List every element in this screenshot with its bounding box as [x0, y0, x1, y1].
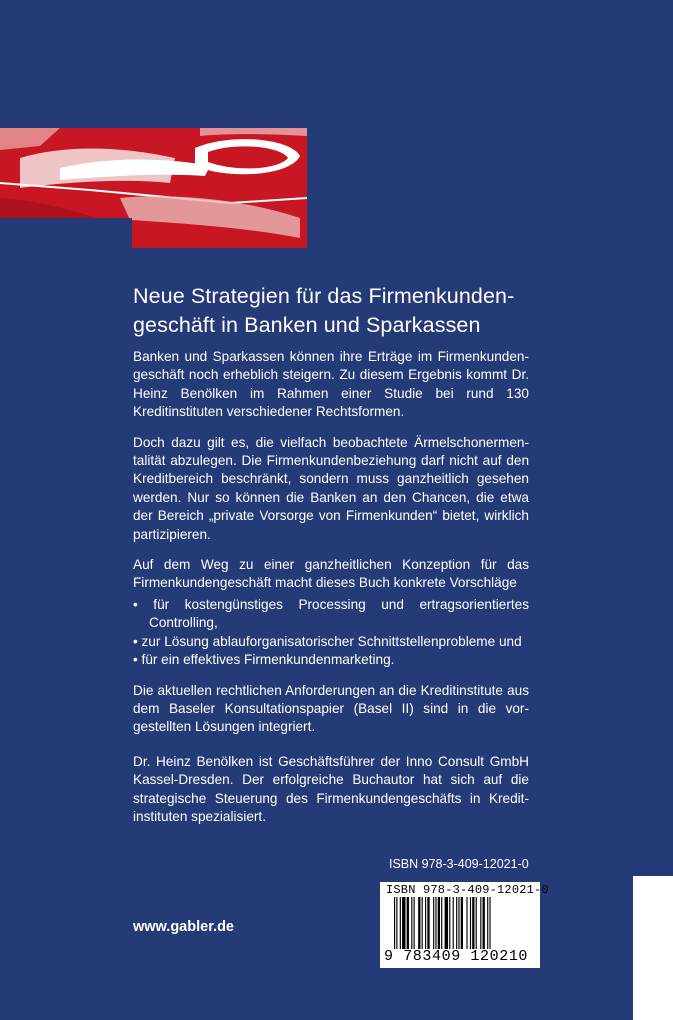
author-bio: Dr. Heinz Benölken ist Geschäftsführer der Inno Consult GmbH Kassel-Dresden. Der erfolgreiche Buchautor hat sich auf die strategische Steuerung des Firmenkundengeschäfts in Kredit-instituten spezialisiert.: [133, 753, 529, 824]
blurb-paragraph-1: Banken und Sparkassen können ihre Erträge im Firmenkunden-geschäft noch erheblich steigern. Zu diesem Ergebnis kommt Dr. Heinz Benölken im Rahmen einer Studie bei rund 130 Kreditinstituten verschiedener Rechtsformen.: [133, 349, 529, 420]
blurb-paragraph-3: Auf dem Weg zu einer ganzheitlichen Konzeption für das Firmenkundengeschäft macht dieses Buch konkrete Vorschläge: [133, 557, 529, 591]
bullet-item: • zur Lösung ablauforganisatorischer Schnittstellenprobleme und: [133, 633, 522, 649]
publisher-url[interactable]: www.gabler.de: [133, 919, 234, 935]
blurb-bullet-list: [133, 596, 529, 670]
barcode-isbn-label: ISBN 978-3-409-12021-0: [386, 883, 549, 897]
blurb-paragraph-4: Die aktuellen rechtlichen Anforderungen an die Kreditinstitute aus dem Baseler Konsultationspapier (Basel II) sind in die vor-gestellten Lösungen integriert.: [133, 682, 529, 735]
barcode-bars: [386, 897, 534, 949]
white-edge-block: [633, 876, 673, 1020]
headline-line-2: geschäft in Banken und Sparkassen: [133, 313, 481, 337]
book-headline: [133, 282, 553, 340]
isbn-label: ISBN 978-3-409-12021-0: [389, 857, 529, 871]
bullet-item: • für ein effektives Firmenkundenmarketing.: [133, 652, 395, 668]
blurb: [133, 348, 529, 838]
barcode: [380, 882, 549, 968]
hero-notch: [0, 218, 132, 248]
blurb-paragraph-2: Doch dazu gilt es, die vielfach beobachtete Ärmelschonermen-talität abzulegen. Die Firmenkundenbeziehung darf nicht auf den Kreditbereich beschränkt, sondern muss ganzheitlich gesehen werden. Nur so können die Banken an den Chancen, die etwa der Bereich „private Vorsorge von Firmenkunden“ bietet, wirklich partizipieren.: [133, 434, 529, 542]
headline-line-1: Neue Strategien für das Firmenkunden-: [133, 284, 515, 308]
bullet-item: • für kostengünstiges Processing und ertragsorientiertes Controlling,: [133, 596, 529, 631]
barcode-digits: 9 783409 120210: [384, 948, 529, 965]
